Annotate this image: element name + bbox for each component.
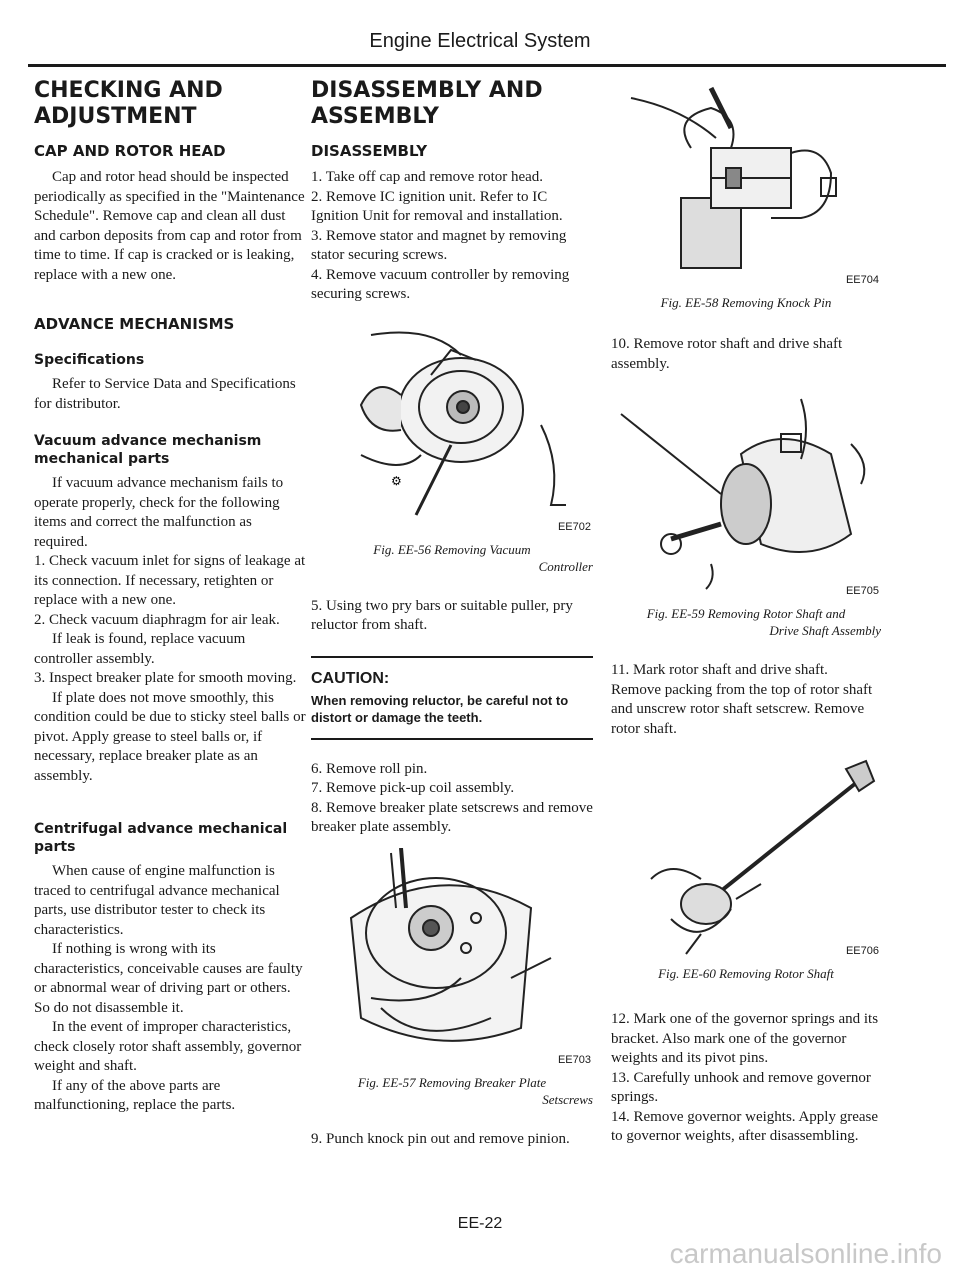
- figure-ee60: [611, 759, 881, 959]
- step-7: 7. Remove pick-up coil assembly.: [311, 780, 515, 796]
- heading-centrifugal: Centrifugal advance mechanical parts: [34, 821, 288, 855]
- step-6: 6. Remove roll pin.: [311, 760, 428, 777]
- caution-box: [311, 656, 593, 740]
- figure-ee57: [311, 848, 593, 1068]
- cen-p2: If nothing is wrong with its characteristics, conceivable causes are faulty or abnormal wear of driving part or others. So do not disassemble it.: [34, 941, 303, 1016]
- header-rule: [28, 64, 946, 67]
- cen-p3: In the event of improper characteristics, check closely rotor shaft assembly, governor weight and shaft.: [34, 1019, 302, 1074]
- figure-code: EE702: [557, 520, 591, 533]
- cap-text: Cap and rotor head should be inspected periodically as specified in the "Maintenance Schedule". Remove cap and clean all dust and carbon deposits from cap and rotor from time to time. If cap is cracked or is leaking, replace with a new one.: [34, 169, 305, 283]
- cen-p1: When cause of engine malfunction is traced to centrifugal advance mechanical parts, use distributor tester to check its characteristics.: [34, 863, 280, 938]
- spec-text: Refer to Service Data and Specifications for distributor.: [34, 376, 296, 412]
- column-3: [611, 78, 881, 1147]
- heading-vacuum: Vacuum advance mechanism mechanical parts: [34, 433, 262, 467]
- step-12: 12. Mark one of the governor springs and its bracket. Also mark one of the governor weights and its pivot pins.: [611, 1011, 879, 1066]
- knock-pin-illustration: [611, 78, 881, 288]
- section-title-checking: CHECKING AND ADJUSTMENT: [34, 78, 223, 129]
- column-2: [311, 78, 593, 1149]
- page-number: EE-22: [457, 1215, 503, 1232]
- caption-line: Drive Shaft Assembly: [769, 623, 881, 638]
- heading-disassembly: DISASSEMBLY: [311, 142, 428, 160]
- vac-intro: If vacuum advance mechanism fails to operate properly, check for the following items and correct the malfunction as required.: [34, 475, 284, 550]
- column-1: [34, 78, 306, 1116]
- caption-line: Fig. EE-56 Removing Vacuum: [373, 541, 531, 557]
- step-8: 8. Remove breaker plate setscrews and remove breaker plate assembly.: [311, 799, 593, 835]
- rotor-shaft-drive-illustration: [611, 394, 881, 599]
- caption-line: Fig. EE-58 Removing Knock Pin: [660, 295, 832, 310]
- vac-step-1: 1. Check vacuum inlet for signs of leakage at its connection. If necessary, retighten or replace with a new one.: [34, 553, 306, 608]
- step-13: 13. Carefully unhook and remove governor springs.: [611, 1069, 871, 1105]
- figure-ee59: [611, 394, 881, 599]
- figure-code: EE705: [845, 585, 879, 597]
- caption-line: Setscrews: [542, 1091, 593, 1107]
- figure-code: EE704: [845, 274, 879, 286]
- step-9: 9. Punch knock pin out and remove pinion.: [311, 1130, 570, 1147]
- breaker-plate-illustration: [311, 848, 593, 1068]
- vac-step-2: 2. Check vacuum diaphragm for air leak.: [34, 611, 280, 628]
- step-4: 4. Remove vacuum controller by removing securing screws.: [311, 266, 570, 302]
- heading-advance: ADVANCE MECHANISMS: [34, 315, 235, 333]
- caption-ee56: [311, 541, 593, 575]
- step-5: 5. Using two pry bars or suitable puller, pry reluctor from shaft.: [311, 597, 573, 633]
- caption-ee60: [611, 965, 881, 982]
- caption-ee57: [311, 1074, 593, 1108]
- caution-text: When removing reluctor, be careful not to distort or damage the teeth.: [311, 692, 569, 725]
- caption-line: Controller: [538, 558, 593, 574]
- figure-code: EE706: [845, 945, 879, 957]
- vac-step-2b: If leak is found, replace vacuum controller assembly.: [34, 631, 246, 667]
- heading-specifications: Specifications: [34, 352, 145, 368]
- figure-code: EE703: [557, 1053, 591, 1066]
- vacuum-controller-illustration: [311, 315, 593, 535]
- step-1: 1. Take off cap and remove rotor head.: [311, 169, 544, 185]
- vac-step-3b: If plate does not move smoothly, this condition could be due to sticky steel balls or pivot. Apply grease to steel balls or, if necessary, replace breaker plate as an assembly.: [34, 689, 306, 784]
- step-3: 3. Remove stator and magnet by removing stator securing screws.: [311, 227, 567, 263]
- step-2: 2. Remove IC ignition unit. Refer to IC Ignition Unit for removal and installation.: [311, 188, 563, 224]
- section-title-disassembly: DISASSEMBLY AND ASSEMBLY: [311, 78, 543, 129]
- caption-ee58: [611, 294, 881, 311]
- remove-rotor-shaft-illustration: [611, 759, 881, 959]
- caption-line: Fig. EE-57 Removing Breaker Plate: [357, 1074, 547, 1090]
- watermark: carmanualsonline.info: [669, 1238, 942, 1269]
- vac-step-3: 3. Inspect breaker plate for smooth moving.: [34, 670, 297, 686]
- svg-text:⚙: ⚙: [391, 473, 402, 488]
- caption-line: Fig. EE-60 Removing Rotor Shaft: [658, 966, 834, 981]
- heading-cap-rotor: CAP AND ROTOR HEAD: [34, 142, 226, 160]
- caption-line: Fig. EE-59 Removing Rotor Shaft and: [646, 606, 846, 621]
- step-14: 14. Remove governor weights. Apply grease to governor weights, after disassembling.: [611, 1108, 879, 1144]
- page-header: Engine Electrical System: [369, 30, 591, 52]
- step-10: 10. Remove rotor shaft and drive shaft assembly.: [611, 336, 843, 372]
- figure-ee58: [611, 78, 881, 288]
- figure-ee56: [311, 315, 593, 535]
- caption-ee59: [611, 605, 881, 639]
- cen-p4: If any of the above parts are malfunctioning, replace the parts.: [34, 1077, 236, 1113]
- caution-title: CAUTION:: [311, 669, 390, 687]
- step-11: 11. Mark rotor shaft and drive shaft. Remove packing from the top of rotor shaft and unscrew rotor shaft setscrew. Remove rotor shaft.: [611, 662, 873, 737]
